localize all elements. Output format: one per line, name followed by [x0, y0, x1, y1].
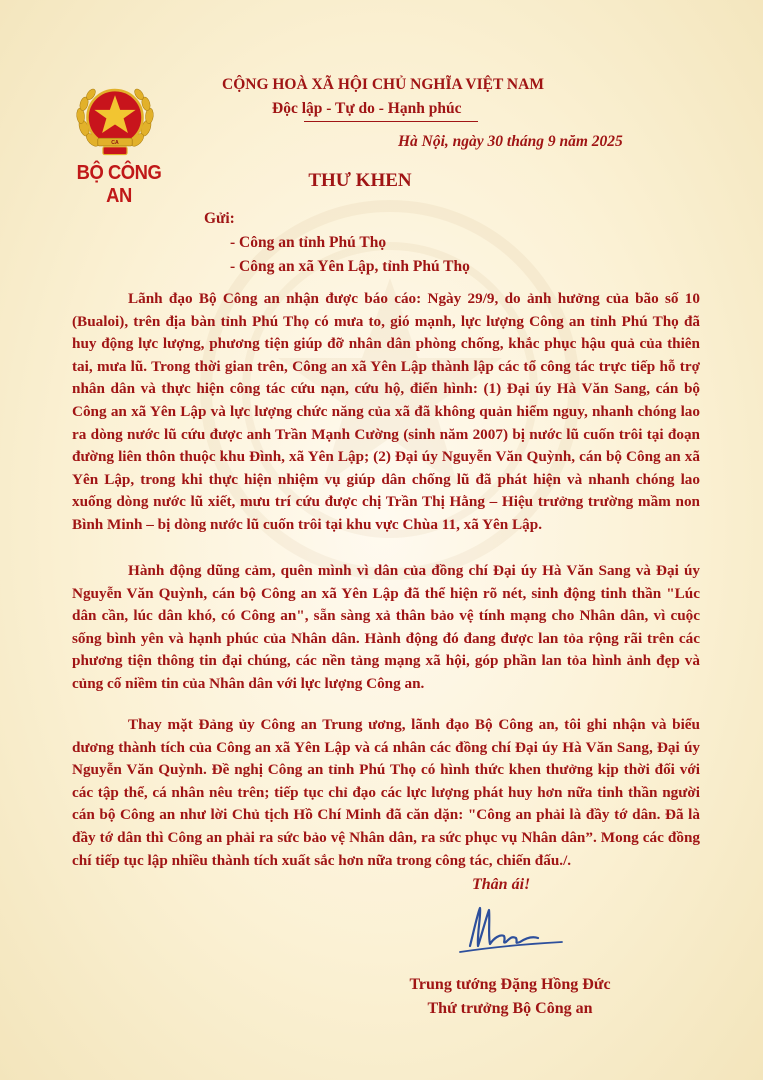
- recipient-item: - Công an tỉnh Phú Thọ: [230, 234, 387, 251]
- motto-underline: [304, 121, 478, 122]
- nation-heading: CỘNG HOÀ XÃ HỘI CHỦ NGHĨA VIỆT NAM: [222, 76, 544, 93]
- signer-name: Trung tướng Đặng Hồng Đức: [409, 976, 611, 993]
- org-name: BỘ CÔNG AN: [76, 162, 162, 207]
- recipient-item: - Công an xã Yên Lập, tỉnh Phú Thọ: [230, 258, 470, 275]
- svg-text:CA: CA: [111, 140, 119, 147]
- recipients-label: Gửi:: [204, 210, 235, 227]
- body-paragraph: Hành động dũng cảm, quên mình vì dân của đồng chí Đại úy Hà Văn Sang và Đại úy Nguyễn Văn Quỳnh, cán bộ Công an xã Yên Lập đã thể hiện rõ nét, sinh động tinh thần "Lúc dân cần, lúc dân khó, có Công an", sẵn sàng xả thân bảo vệ tính mạng cho Nhân dân, vì cuộc sống bình yên và hạnh phúc của Nhân dân. Hành động đó đang được lan tỏa rộng rãi trên các phương tiện thông tin đại chúng, các nền tảng mạng xã hội, góp phần lan tỏa hình ảnh đẹp và củng cố niềm tin của Nhân dân với lực lượng Công an.: [72, 562, 700, 692]
- signature-icon: [456, 900, 566, 960]
- signer-position: Thứ trưởng Bộ Công an: [427, 1000, 593, 1017]
- body-paragraph: Thay mặt Đảng ủy Công an Trung ương, lãnh đạo Bộ Công an, tôi ghi nhận và biểu dương thành tích của Công an xã Yên Lập và cá nhân các đồng chí Đại úy Hà Văn Sang, Đại úy Nguyễn Văn Quỳnh. Đề nghị Công an tỉnh Phú Thọ có hình thức khen thưởng kịp thời đối với các tập thể, cá nhân nêu trên; tiếp tục chỉ đạo các lực lượng phát huy hơn nữa tinh thần người cán bộ Công an như lời Chủ tịch Hồ Chí Minh đã căn dặn: "Công an phải là đầy tớ dân. Đã là đầy tớ dân thì Công an phải ra sức bảo vệ Nhân dân, ra sức phục vụ Nhân dân”. Mong các đồng chí tiếp tục lập nhiều thành tích xuất sắc hơn nữa trong công tác, chiến đấu./.: [72, 716, 700, 869]
- dateline: Hà Nội, ngày 30 tháng 9 năm 2025: [398, 133, 623, 150]
- body-paragraph: Lãnh đạo Bộ Công an nhận được báo cáo: Ngày 29/9, do ảnh hưởng của bão số 10 (Bualoi), trên địa bàn tỉnh Phú Thọ có mưa to, gió mạnh, lực lượng Công an tỉnh Phú Thọ đã huy động lực lượng, phương tiện giúp đỡ nhân dân phòng chống, khắc phục hậu quả của thiên tai, mưa lũ. Trong thời gian trên, Công an xã Yên Lập thành lập các tổ công tác trực tiếp hỗ trợ nhân dân và thực hiện công tác cứu nạn, cứu hộ, điển hình: (1) Đại úy Hà Văn Sang, cán bộ Công an xã Yên Lập và lực lượng chức năng của xã đã không quản hiểm nguy, nhanh chóng lao ra dòng nước lũ cứu được anh Trần Mạnh Cường (sinh năm 2007) bị nước lũ cuốn trôi tại đoạn đường liên thôn thuộc khu Đình, xã Yên Lập; (2) Đại úy Nguyễn Văn Quỳnh, cán bộ Công an xã Yên Lập, trong khi thực hiện nhiệm vụ giúp dân chống lũ đã phát hiện và nhanh chóng lao xuống dòng nước lũ xiết, mưu trí cứu được chị Trần Thị Hằng – Hiệu trưởng trường mầm non Bình Minh – bị dòng nước lũ cuốn trôi tại khu vực Chùa 11, xã Yên Lập.: [72, 290, 700, 533]
- police-emblem-icon: [72, 78, 158, 164]
- closing-greeting: Thân ái!: [472, 876, 531, 893]
- document-title: THƯ KHEN: [308, 170, 412, 191]
- motto: Độc lập - Tự do - Hạnh phúc: [272, 100, 462, 117]
